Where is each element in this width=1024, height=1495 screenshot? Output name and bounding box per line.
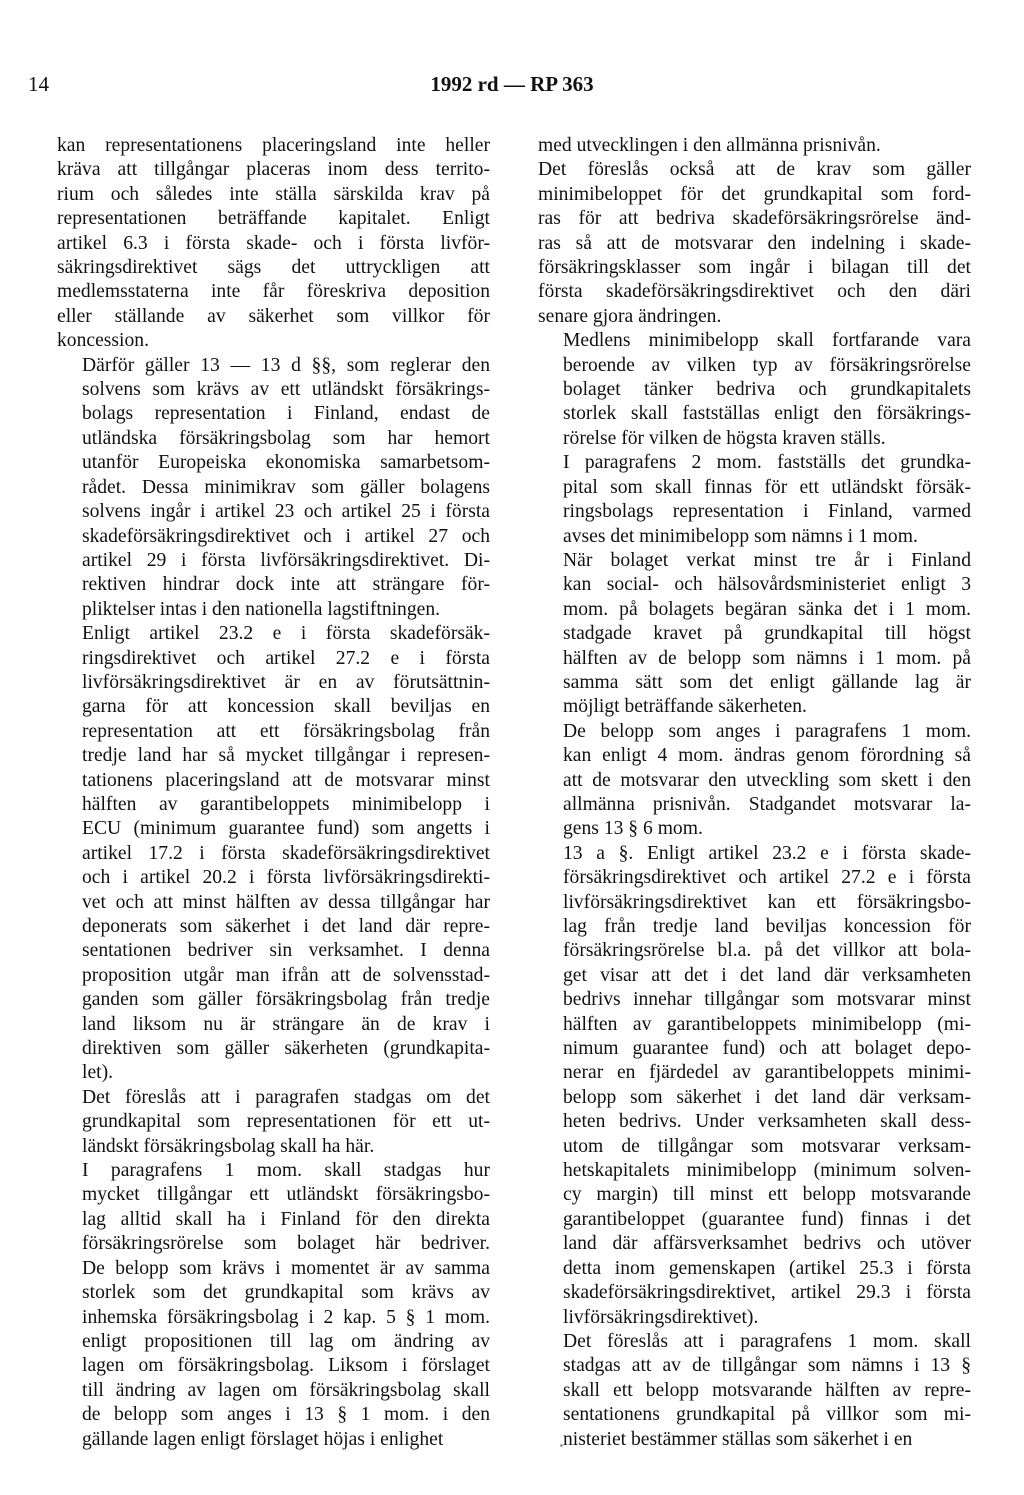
text-line: kan social- och hälsovårdsministeriet enligt 3: [563, 574, 971, 596]
text-line: De belopp som krävs i momentet är av samma: [82, 1257, 490, 1279]
text-line: minimibeloppet för det grundkapital som ford-: [538, 183, 971, 205]
text-line: representation att ett försäkringsbolag från: [82, 720, 490, 742]
text-line: ringsdirektivet och artikel 27.2 e i första: [82, 647, 490, 669]
text-line: solvens som krävs av ett utländskt försäkrings-: [82, 379, 490, 401]
text-line: sentationen bedriver sin verksamhet. I denna: [82, 940, 490, 962]
text-line: stadgas att av de tillgångar som nämns i 13 §: [563, 1355, 971, 1377]
text-line: ländskt försäkringsbolag skall ha här.: [82, 1135, 375, 1157]
text-line: artikel 6.3 i första skade- och i första livför-: [57, 232, 490, 254]
text-line: rium och således inte ställa särskilda krav på: [57, 183, 490, 205]
paragraph: [538, 549, 971, 720]
text-line: nimum guarantee fund) och att bolaget depo-: [563, 1038, 971, 1060]
text-line: ganden som gäller försäkringsbolag från tredje: [82, 989, 490, 1011]
text-line: försäkringsrörelse som bolaget här bedriver.: [82, 1233, 490, 1255]
paragraph: [538, 451, 971, 549]
text-line: detta inom gemenskapen (artikel 25.3 i första: [563, 1257, 971, 1279]
paragraph: [538, 158, 971, 329]
text-line: ras så att de motsvarar den indelning i skade-: [538, 232, 971, 254]
text-line: nerar en fjärdedel av garantibeloppets minimi-: [563, 1062, 971, 1084]
scan-speck: [560, 1444, 563, 1447]
text-line: direktiven som gäller säkerheten (grundkapita-: [82, 1038, 490, 1060]
text-line: senare gjora ändringen.: [538, 305, 722, 327]
text-line: Det föreslås att i paragrafen stadgas om det: [82, 1086, 490, 1108]
text-line: Det föreslås också att de krav som gäller: [538, 159, 971, 181]
text-line: vet och att minst hälften av dessa tillgångar har: [82, 891, 490, 913]
text-line: rådet. Dessa minimikrav som gäller bolagens: [82, 476, 490, 498]
text-line: pital som skall finnas för ett utländskt försäk-: [563, 476, 971, 498]
text-line: artikel 17.2 i första skadeförsäkringsdirektivet: [82, 842, 490, 864]
left-column: [57, 134, 490, 1452]
text-line: skadeförsäkringsdirektivet och i artikel 27 och: [82, 525, 490, 547]
paragraph: [57, 1086, 490, 1159]
text-line: I paragrafens 1 mom. skall stadgas hur: [82, 1160, 490, 1182]
paragraph: [538, 720, 971, 842]
text-line: rörelse för vilken de högsta kraven ställs.: [563, 427, 886, 449]
text-line: artikel 29 i första livförsäkringsdirektivet. Di-: [82, 549, 490, 571]
text-line: kan enligt 4 mom. ändras genom förordning så: [563, 745, 971, 767]
text-line: allmänna prisnivån. Stadgandet motsvarar la-: [563, 793, 971, 815]
text-line: kan representationens placeringsland inte heller: [57, 135, 490, 156]
text-line: land liksom nu är strängare än de krav i: [82, 1013, 490, 1035]
text-line: hetskapitalets minimibelopp (minimum solven-: [563, 1160, 971, 1182]
paragraph: [538, 842, 971, 1330]
text-line: utanför Europeiska ekonomiska samarbetsom-: [82, 452, 490, 474]
text-line: pliktelser intas i den nationella lagstiftningen.: [82, 598, 441, 620]
text-line: eller ställande av säkerhet som villkor för: [57, 305, 490, 327]
text-line: de belopp som anges i 13 § 1 mom. i den: [82, 1404, 490, 1426]
paragraph: [57, 134, 490, 354]
text-line: proposition utgår man ifrån att de solvensstad-: [82, 964, 490, 986]
text-line: Därför gäller 13 — 13 d §§, som reglerar den: [82, 354, 490, 376]
text-line: tationens placeringsland att de motsvarar minst: [82, 769, 490, 791]
text-line: inhemska försäkringsbolag i 2 kap. 5 § 1 mom.: [82, 1306, 490, 1328]
right-column: [538, 134, 971, 1452]
text-line: storlek skall fastställas enligt den försäkrings-: [563, 403, 971, 425]
text-line: livförsäkringsdirektivet är en av förutsättnin-: [82, 671, 490, 693]
text-line: heten bedrivs. Under verksamheten skall dess-: [563, 1111, 971, 1133]
text-line: let).: [82, 1062, 114, 1084]
text-line: garantibeloppet (guarantee fund) finnas i det: [563, 1208, 971, 1230]
text-line: första skadeförsäkringsdirektivet och den däri: [538, 281, 971, 303]
text-line: 13 a §. Enligt artikel 23.2 e i första skade-: [563, 842, 971, 864]
text-line: gällande lagen enligt förslaget höjas i enlighet: [82, 1428, 444, 1450]
text-line: skall ett belopp motsvarande hälften av repre-: [563, 1379, 971, 1401]
text-line: samma sätt som det enligt gällande lag är: [563, 671, 971, 693]
text-line: När bolaget verkat minst tre år i Finland: [563, 549, 971, 571]
text-line: möjligt beträffande säkerheten.: [563, 696, 807, 718]
text-line: Medlens minimibelopp skall fortfarande vara: [563, 330, 971, 352]
paragraph: [57, 354, 490, 622]
text-line: utom de tillgångar som motsvarar verksam-: [563, 1135, 971, 1157]
text-line: till ändring av lagen om försäkringsbolag skall: [82, 1379, 490, 1401]
text-line: cy margin) till minst ett belopp motsvarande: [563, 1184, 971, 1206]
text-line: försäkringsklasser som ingår i bilagan till det: [538, 257, 971, 279]
text-line: kräva att tillgångar placeras inom dess territo-: [57, 159, 490, 181]
paragraph: [538, 134, 971, 158]
text-line: enligt propositionen till lag om ändring av: [82, 1330, 490, 1352]
text-line: I paragrafens 2 mom. fastställs det grundka-: [563, 452, 971, 474]
text-line: Det föreslås att i paragrafens 1 mom. skall: [563, 1330, 971, 1352]
page-number: 14: [28, 72, 49, 96]
text-line: skadeförsäkringsdirektivet, artikel 29.3 i första: [563, 1282, 971, 1304]
paragraph: [538, 1330, 971, 1452]
paragraph: [57, 1159, 490, 1452]
text-line: get visar att det i det land där verksamheten: [563, 964, 971, 986]
paragraph: [538, 329, 971, 451]
text-line: gens 13 § 6 mom.: [563, 818, 703, 840]
text-line: grundkapital som representationen för ett ut-: [82, 1111, 490, 1133]
text-line: tredje land har så mycket tillgångar i represen-: [82, 745, 490, 767]
text-line: livförsäkringsdirektivet kan ett försäkringsbo-: [563, 891, 971, 913]
text-line: mycket tillgångar ett utländskt försäkringsbo-: [82, 1184, 490, 1206]
text-line: Enligt artikel 23.2 e i första skadeförsäk-: [82, 623, 490, 645]
text-line: bedrivs innehar tillgångar som motsvarar minst: [563, 989, 971, 1011]
text-line: ras för att bedriva skadeförsäkringsrörelse änd-: [538, 208, 971, 230]
text-line: storlek som det grundkapital som krävs av: [82, 1282, 490, 1304]
text-line: hälften av de belopp som nämns i 1 mom. på: [563, 647, 971, 669]
text-line: utländska försäkringsbolag som har hemort: [82, 427, 490, 449]
text-line: koncession.: [57, 330, 149, 352]
text-line: belopp som säkerhet i det land där verksam-: [563, 1086, 971, 1108]
text-line: avses det minimibelopp som nämns i 1 mom.: [563, 525, 918, 547]
text-line: mom. på bolagets begäran sänka det i 1 mom.: [563, 598, 971, 620]
text-line: livförsäkringsdirektivet).: [563, 1306, 759, 1328]
text-line: att de motsvarar den utveckling som skett i den: [563, 769, 971, 791]
text-line: lagen om försäkringsbolag. Liksom i förslaget: [82, 1355, 490, 1377]
text-line: garna för att koncession skall beviljas en: [82, 696, 490, 718]
text-line: försäkringsrörelse bl.a. på det villkor att bola-: [563, 940, 971, 962]
text-line: lag från tredje land beviljas koncession för: [563, 916, 971, 937]
text-line: hälften av garantibeloppets minimibelopp i: [82, 793, 490, 815]
text-line: nisteriet bestämmer ställas som säkerhet i en: [563, 1428, 913, 1450]
text-line: bolags representation i Finland, endast de: [82, 403, 490, 425]
text-line: säkringsdirektivet sägs det uttryckligen att: [57, 257, 490, 279]
paragraph: [57, 622, 490, 1086]
text-line: försäkringsdirektivet och artikel 27.2 e i första: [563, 867, 971, 889]
text-line: hälften av garantibeloppets minimibelopp (mi-: [563, 1013, 971, 1035]
text-line: beroende av vilken typ av försäkringsrörelse: [563, 354, 971, 376]
text-line: deponerats som säkerhet i det land där repre-: [82, 916, 490, 937]
text-line: ringsbolags representation i Finland, varmed: [563, 501, 971, 523]
text-line: representationen beträffande kapitalet. Enligt: [57, 208, 490, 230]
running-title: 1992 rd — RP 363: [430, 72, 594, 96]
text-line: och i artikel 20.2 i första livförsäkringsdirekti-: [82, 867, 490, 889]
text-line: De belopp som anges i paragrafens 1 mom.: [563, 720, 971, 742]
text-line: rektiven hindrar dock inte att strängare för-: [82, 574, 490, 596]
text-line: med utvecklingen i den allmänna prisnivån.: [538, 135, 881, 156]
text-line: solvens ingår i artikel 23 och artikel 25 i första: [82, 501, 490, 523]
text-line: ECU (minimum guarantee fund) som angetts i: [82, 818, 490, 840]
text-line: sentationens grundkapital på villkor som mi-: [563, 1404, 971, 1426]
text-line: medlemsstaterna inte får föreskriva deposition: [57, 281, 490, 303]
text-line: stadgade kravet på grundkapital till högst: [563, 623, 971, 645]
text-line: bolaget tänker bedriva och grundkapitalets: [563, 379, 971, 401]
text-line: land där affärsverksamhet bedrivs och utöver: [563, 1233, 971, 1255]
text-line: lag alltid skall ha i Finland för den direkta: [82, 1208, 490, 1230]
